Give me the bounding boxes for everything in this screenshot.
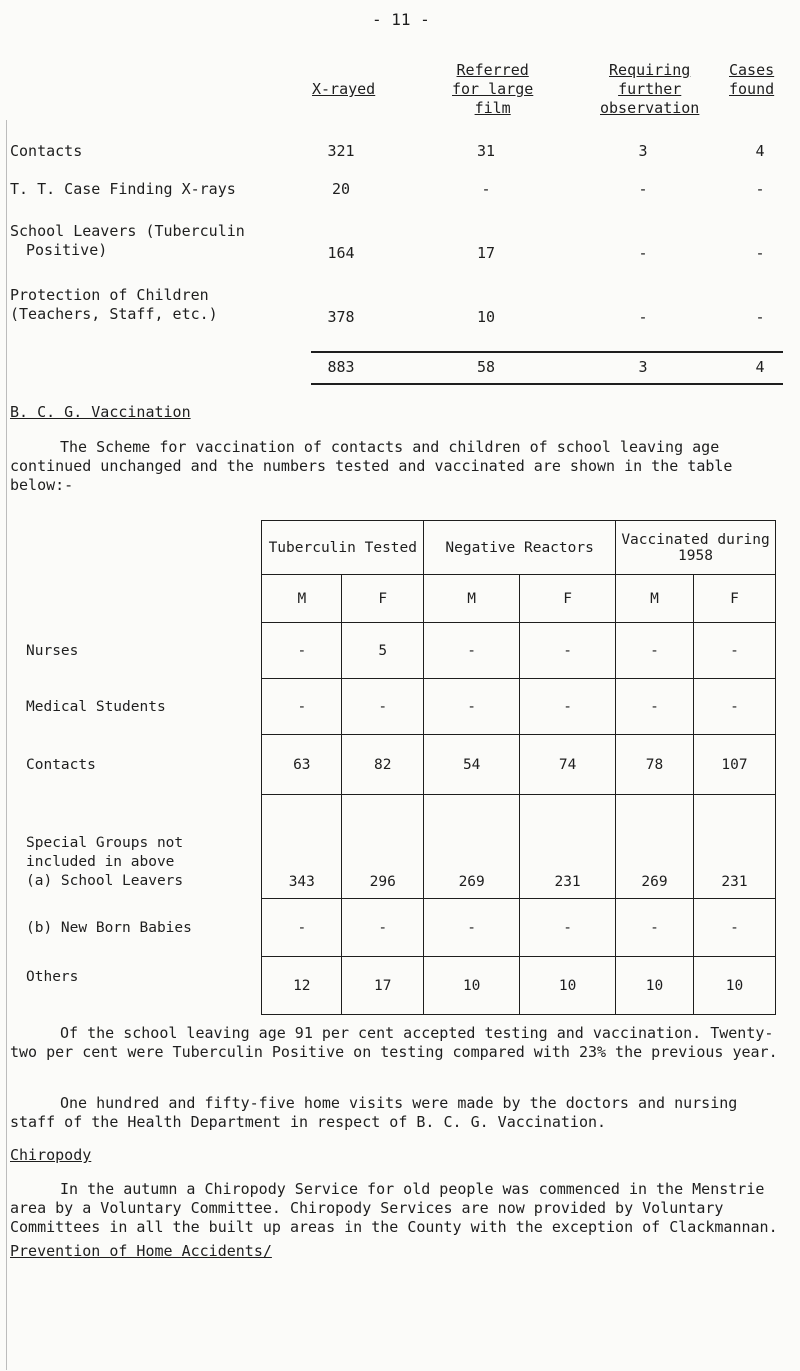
- table-cell: 5: [342, 623, 424, 679]
- table-cell: -: [520, 623, 616, 679]
- table-cell: -: [616, 899, 694, 957]
- sub-header: M: [424, 575, 520, 623]
- table-cell: 231: [520, 795, 616, 899]
- xray-cell: -: [755, 308, 765, 326]
- xray-cell: 20: [331, 180, 351, 198]
- table-cell: -: [616, 679, 694, 735]
- bcg-table: [10, 520, 776, 1015]
- table-cell: 10: [424, 957, 520, 1015]
- table-cell: 296: [342, 795, 424, 899]
- table-cell: 343: [262, 795, 342, 899]
- table-row: [10, 899, 776, 957]
- table-cell: -: [262, 899, 342, 957]
- bcg-paragraph-1: Of the school leaving age 91 per cent accepted testing and vaccination. Twenty-two per cent were Tuberculin Positive on testing compared with 23% the previous year.: [10, 1024, 778, 1061]
- xray-cell: 31: [476, 142, 496, 160]
- xray-cell: 17: [476, 244, 496, 262]
- xray-total: 58: [476, 358, 496, 376]
- table-cell: 54: [424, 735, 520, 795]
- xray-cell: 164: [327, 244, 355, 262]
- table-cell: 78: [616, 735, 694, 795]
- table-cell: -: [520, 899, 616, 957]
- group-header: Negative Reactors: [424, 521, 616, 575]
- xray-cell: -: [638, 180, 648, 198]
- xray-cell: -: [481, 180, 491, 198]
- bcg-paragraph-2: One hundred and fifty-five home visits were made by the doctors and nursing staff of the Health Department in respect of B. C. G. Vaccination.: [10, 1094, 738, 1131]
- table-cell: -: [424, 679, 520, 735]
- xray-row-label: Protection of Children (Teachers, Staff, etc.): [10, 286, 218, 323]
- xray-row-label: T. T. Case Finding X-rays: [10, 180, 236, 198]
- xray-cell: 321: [327, 142, 355, 160]
- chiropody-heading: Chiropody: [10, 1146, 92, 1164]
- xray-total: 3: [638, 358, 648, 376]
- table-cell: 269: [424, 795, 520, 899]
- row-label: Nurses: [26, 642, 79, 659]
- table-cell: 12: [262, 957, 342, 1015]
- table-cell: 269: [616, 795, 694, 899]
- row-label: Special Groups not included in above (a) School Leavers: [26, 834, 184, 889]
- sub-header: M: [262, 575, 342, 623]
- row-label: Medical Students: [26, 698, 166, 715]
- sub-header: M: [616, 575, 694, 623]
- bcg-intro: The Scheme for vaccination of contacts and children of school leaving age continued unchanged and the numbers tested and vaccinated are shown in the table below:-: [10, 438, 733, 494]
- table-cell: -: [424, 899, 520, 957]
- table-cell: 63: [262, 735, 342, 795]
- xray-cell: -: [755, 180, 765, 198]
- table-cell: 10: [616, 957, 694, 1015]
- totals-rule-bottom: [311, 383, 783, 385]
- header-xrayed: X-rayed: [312, 80, 376, 98]
- table-cell: 10: [693, 957, 775, 1015]
- table-row: [10, 795, 776, 899]
- table-cell: 231: [693, 795, 775, 899]
- sub-header: F: [342, 575, 424, 623]
- table-cell: -: [693, 623, 775, 679]
- table-cell: -: [262, 623, 342, 679]
- header-requiring: Requiring further observation: [600, 61, 700, 117]
- table-cell: 10: [520, 957, 616, 1015]
- table-cell: -: [616, 623, 694, 679]
- table-cell: 17: [342, 957, 424, 1015]
- page-number: - 11 -: [372, 10, 430, 29]
- table-cell: -: [424, 623, 520, 679]
- table-cell: 82: [342, 735, 424, 795]
- xray-cell: 4: [755, 142, 765, 160]
- xray-total: 883: [327, 358, 355, 376]
- sub-header: F: [693, 575, 775, 623]
- blank-label: [10, 575, 262, 623]
- table-row: [10, 623, 776, 679]
- table-row: [10, 679, 776, 735]
- bcg-heading: B. C. G. Vaccination: [10, 403, 191, 421]
- group-header: Vaccinated during 1958: [616, 521, 776, 575]
- page-margin-line: [6, 120, 7, 1370]
- table-row: [10, 957, 776, 1015]
- table-cell: -: [520, 679, 616, 735]
- table-cell: -: [693, 899, 775, 957]
- xray-row-label: Contacts: [10, 142, 83, 160]
- xray-row-label: School Leavers (Tuberculin Positive): [10, 222, 245, 259]
- table-cell: -: [262, 679, 342, 735]
- header-referred: Referred for large film: [452, 61, 534, 117]
- xray-cell: -: [638, 244, 648, 262]
- xray-cell: -: [755, 244, 765, 262]
- totals-rule-top: [311, 351, 783, 353]
- table-cell: -: [693, 679, 775, 735]
- header-cases: Cases found: [729, 61, 775, 98]
- group-header: Tuberculin Tested: [262, 521, 424, 575]
- next-section-heading: Prevention of Home Accidents/: [10, 1242, 272, 1260]
- xray-cell: -: [638, 308, 648, 326]
- table-cell: -: [342, 899, 424, 957]
- xray-total: 4: [755, 358, 765, 376]
- row-label: Others: [26, 968, 79, 985]
- xray-cell: 10: [476, 308, 496, 326]
- table-cell: 74: [520, 735, 616, 795]
- table-cell: 107: [693, 735, 775, 795]
- table-cell: -: [342, 679, 424, 735]
- corner-cell: [10, 521, 262, 575]
- xray-cell: 3: [638, 142, 648, 160]
- row-label: (b) New Born Babies: [26, 919, 192, 936]
- table-row: [10, 735, 776, 795]
- sub-header: F: [520, 575, 616, 623]
- xray-cell: 378: [327, 308, 355, 326]
- row-label: Contacts: [26, 756, 96, 773]
- chiropody-paragraph: In the autumn a Chiropody Service for old people was commenced in the Menstrie area by a Voluntary Committee. Chiropody Services are now provided by Voluntary Committees in all the built up areas in the County with the exception of Clackmannan.: [10, 1180, 778, 1236]
